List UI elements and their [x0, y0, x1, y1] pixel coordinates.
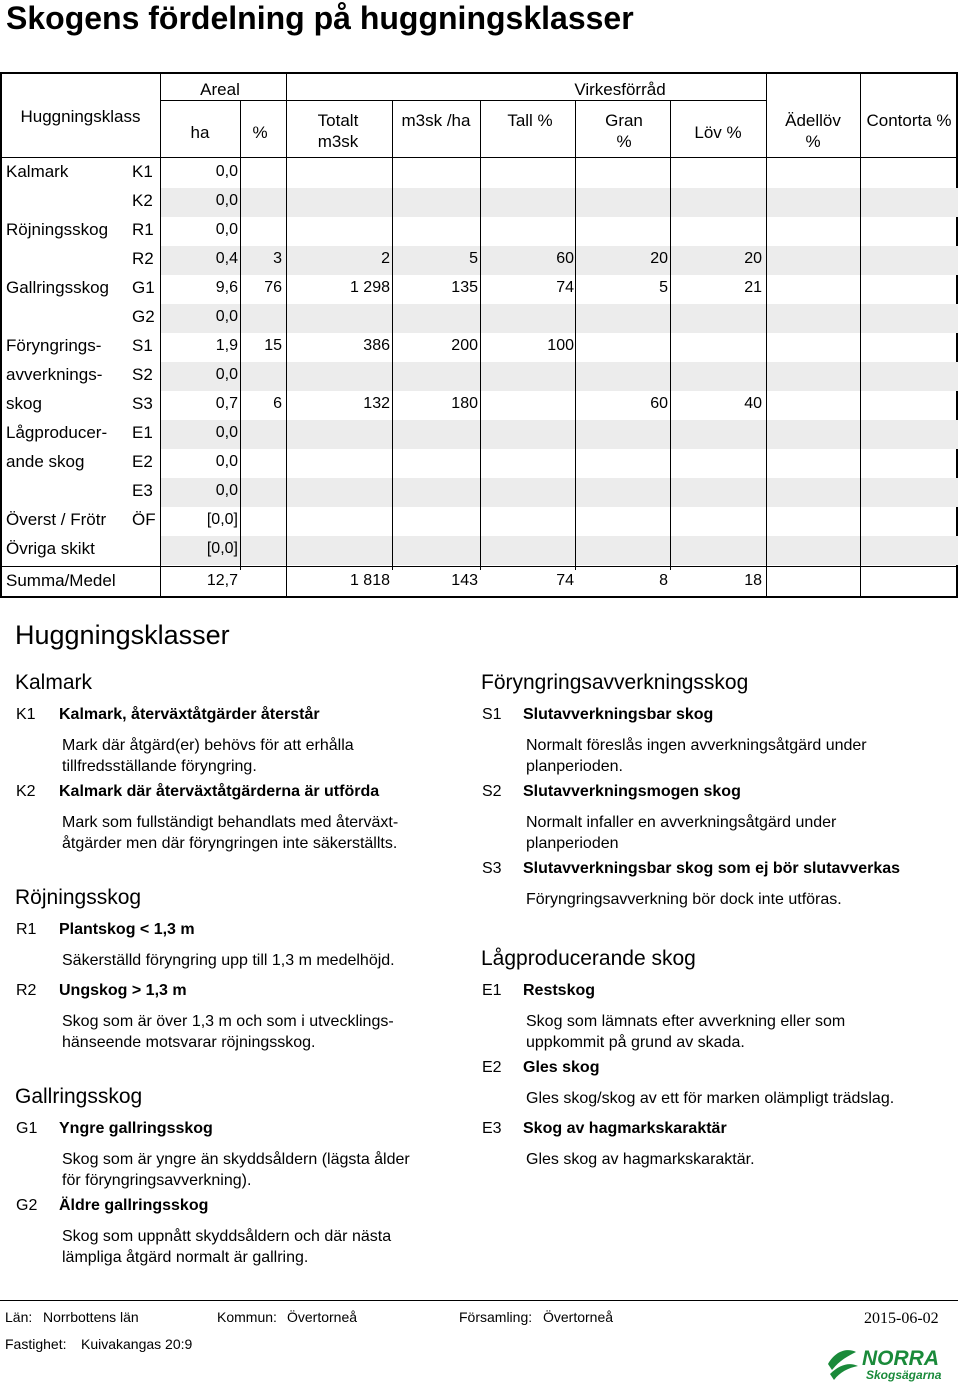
- class-code-cell: E2: [132, 452, 153, 471]
- class-desc: lämpliga åtgärd normalt är gallring.: [62, 1249, 309, 1266]
- header-contorta: Contorta %: [866, 111, 952, 130]
- footer-lan-label: Län:: [5, 1309, 33, 1325]
- class-desc: Mark där åtgärd(er) behövs för att erhålla: [62, 737, 354, 754]
- value-cell-totalt: 386: [363, 337, 390, 354]
- header-ha: ha: [190, 123, 210, 142]
- class-code-cell: G1: [132, 278, 155, 297]
- class-desc: Skog som är yngre än skyddsåldern (lägsta ålder: [62, 1151, 410, 1168]
- value-cell-pct: 15: [264, 337, 282, 354]
- row-band: [160, 188, 958, 217]
- value-cell-ha: [0,0]: [206, 540, 238, 557]
- row-divider: [0, 157, 958, 158]
- footer-kommun: Övertorneå: [287, 1309, 358, 1325]
- header-m3sk-ha: m3sk /ha: [401, 111, 471, 130]
- header-gran: Gran %: [605, 111, 643, 151]
- group-label: ande skog: [6, 452, 85, 471]
- class-name: Restskog: [523, 982, 596, 999]
- value-cell-ha: 0,7: [215, 395, 238, 412]
- group-label: Röjningsskog: [6, 220, 109, 239]
- value-cell-totalt: 1 298: [349, 279, 390, 296]
- value-cell-ha: 0,0: [215, 192, 238, 209]
- class-code-cell: G2: [132, 307, 155, 326]
- class-desc: Föryngringsavverkning bör dock inte utföras.: [526, 891, 842, 908]
- column-divider: [766, 72, 767, 598]
- summary-gran: 8: [659, 572, 668, 589]
- class-code: G2: [16, 1197, 38, 1214]
- header-huggningsklass: Huggningsklass: [20, 107, 141, 126]
- class-desc: Normalt infaller en avverkningsåtgärd under: [526, 814, 837, 831]
- class-desc: hänseende motsvarar röjningsskog.: [62, 1034, 316, 1051]
- leaf-icon: [828, 1350, 858, 1380]
- value-cell-gran: 5: [659, 279, 668, 296]
- value-cell-pct: 6: [273, 395, 282, 412]
- class-code-cell: S2: [132, 365, 153, 384]
- class-code: S1: [482, 706, 502, 723]
- value-cell-per-ha: 5: [469, 250, 478, 267]
- summary-ha: 12,7: [206, 572, 238, 589]
- class-desc: Gles skog av hagmarkskaraktär.: [526, 1151, 755, 1168]
- class-code: E1: [482, 982, 502, 999]
- class-name: Äldre gallringsskog: [59, 1197, 209, 1214]
- class-desc: Mark som fullständigt behandlats med återväxt-: [62, 814, 399, 831]
- class-desc: Säkerställd föryngring upp till 1,3 m medelhöjd.: [62, 952, 395, 969]
- group-label: Föryngrings-: [6, 336, 102, 355]
- value-cell-ha: 0,0: [215, 163, 238, 180]
- class-code-cell: ÖF: [132, 510, 156, 529]
- column-divider: [392, 100, 393, 570]
- page-title: Skogens fördelning på huggningsklasser: [6, 0, 634, 36]
- class-name: Slutavverkningsbar skog som ej bör slutavverkas: [523, 860, 901, 877]
- class-desc: uppkommit på grund av skada.: [526, 1034, 745, 1051]
- class-name: Ungskog > 1,3 m: [59, 982, 187, 999]
- class-code-cell: R1: [132, 220, 154, 239]
- class-desc: Normalt föreslås ingen avverkningsåtgärd under: [526, 737, 867, 754]
- class-desc: Gles skog/skog av ett för marken olämpligt trädslag.: [526, 1090, 895, 1107]
- class-desc: tillfredsställande föryngring.: [62, 758, 257, 775]
- row-band: [160, 362, 958, 391]
- class-name: Gles skog: [523, 1059, 600, 1076]
- class-name: Skog av hagmarkskaraktär: [523, 1120, 727, 1137]
- class-name: Yngre gallringsskog: [59, 1120, 213, 1137]
- value-cell-gran: 60: [650, 395, 668, 412]
- row-band: [160, 420, 958, 449]
- value-cell-ha: 0,0: [215, 453, 238, 470]
- header-tall: Tall %: [507, 111, 553, 130]
- footer-fastighet: Kuivakangas 20:9: [81, 1336, 193, 1352]
- value-cell-ha: 9,6: [215, 279, 238, 296]
- row-divider: [0, 566, 958, 567]
- value-cell-lov: 40: [744, 395, 762, 412]
- class-desc: åtgärder men där föryngringen inte säkerställts.: [62, 835, 398, 852]
- value-cell-ha: 0,0: [215, 221, 238, 238]
- class-desc: för föryngringsavverkning).: [62, 1172, 252, 1189]
- class-desc: planperioden.: [526, 758, 623, 775]
- class-code: R1: [16, 921, 37, 938]
- group-label: Lågproducer-: [6, 423, 108, 442]
- value-cell-per-ha: 200: [451, 337, 478, 354]
- column-divider: [286, 72, 287, 598]
- column-divider: [575, 100, 576, 570]
- group-label: Övriga skikt: [6, 539, 95, 558]
- value-cell-ha: 0,0: [215, 482, 238, 499]
- footer-divider: [0, 1300, 958, 1301]
- class-code-cell: S3: [132, 394, 153, 413]
- class-code: E2: [482, 1059, 502, 1076]
- footer-forsamling: Övertorneå: [543, 1309, 614, 1325]
- value-cell-pct: 76: [264, 279, 282, 296]
- value-cell-ha: 0,0: [215, 366, 238, 383]
- class-name: Kalmark där återväxtåtgärderna är utförda: [59, 783, 380, 800]
- row-divider: [160, 100, 286, 101]
- value-cell-lov: 21: [744, 279, 762, 296]
- summary-totalt: 1 818: [349, 572, 390, 589]
- section-title: Röjningsskog: [15, 886, 142, 909]
- row-band: [160, 478, 958, 507]
- class-code: K2: [16, 783, 36, 800]
- value-cell-ha: [0,0]: [206, 511, 238, 528]
- value-cell-totalt: 2: [381, 250, 390, 267]
- class-code-cell: E3: [132, 481, 153, 500]
- row-divider: [286, 100, 766, 101]
- logo-subtitle: Skogsägarna: [866, 1368, 942, 1382]
- value-cell-ha: 0,0: [215, 308, 238, 325]
- class-code-cell: E1: [132, 423, 153, 442]
- value-cell-tall: 60: [556, 250, 574, 267]
- header-adellov: Ädellöv %: [785, 111, 841, 151]
- section-title: Lågproducerande skog: [481, 947, 696, 970]
- legend-heading: Huggningsklasser: [15, 620, 230, 650]
- column-divider: [480, 100, 481, 570]
- group-label: Kalmark: [6, 162, 69, 181]
- value-cell-per-ha: 180: [451, 395, 478, 412]
- footer-fastighet-label: Fastighet:: [5, 1336, 67, 1352]
- header-pct: %: [252, 123, 268, 142]
- column-divider: [860, 72, 861, 598]
- section-title: Gallringsskog: [15, 1085, 143, 1108]
- group-label: Överst / Frötr: [6, 510, 107, 529]
- section-title: Föryngringsavverkningsskog: [481, 671, 749, 694]
- footer-kommun-label: Kommun:: [217, 1309, 277, 1325]
- class-desc: Skog som är över 1,3 m och som i utvecklings-: [62, 1013, 394, 1030]
- class-desc: planperioden: [526, 835, 619, 852]
- summary-per-ha: 143: [451, 572, 478, 589]
- row-band: [160, 304, 958, 333]
- summary-tall: 74: [556, 572, 574, 589]
- header-lov: Löv %: [694, 123, 742, 142]
- footer-date: 2015-06-02: [864, 1310, 939, 1327]
- summary-label: Summa/Medel: [6, 571, 116, 590]
- row-band: [160, 536, 958, 565]
- header-areal: Areal: [200, 80, 240, 99]
- group-label: avverknings-: [6, 365, 103, 384]
- value-cell-tall: 100: [547, 337, 574, 354]
- summary-lov: 18: [744, 572, 762, 589]
- value-cell-gran: 20: [650, 250, 668, 267]
- class-code-cell: S1: [132, 336, 153, 355]
- column-divider: [240, 100, 241, 570]
- class-code: S3: [482, 860, 502, 877]
- header-virkesforrad: Virkesförråd: [574, 80, 666, 99]
- class-code: S2: [482, 783, 502, 800]
- column-divider: [670, 100, 671, 570]
- value-cell-ha: 1,9: [215, 337, 238, 354]
- group-label: skog: [6, 394, 42, 413]
- class-code: R2: [16, 982, 37, 999]
- logo-wordmark: NORRA: [862, 1347, 939, 1370]
- class-code-cell: K1: [132, 162, 153, 181]
- class-name: Slutavverkningsmogen skog: [523, 783, 741, 800]
- value-cell-lov: 20: [744, 250, 762, 267]
- value-cell-pct: 3: [273, 250, 282, 267]
- class-code: G1: [16, 1120, 38, 1137]
- value-cell-per-ha: 135: [451, 279, 478, 296]
- class-code: K1: [16, 706, 36, 723]
- section-title: Kalmark: [15, 671, 93, 694]
- value-cell-tall: 74: [556, 279, 574, 296]
- class-code-cell: R2: [132, 249, 154, 268]
- group-label: Gallringsskog: [6, 278, 109, 297]
- value-cell-ha: 0,0: [215, 424, 238, 441]
- class-name: Slutavverkningsbar skog: [523, 706, 714, 723]
- header-totalt: Totalt m3sk: [317, 111, 359, 151]
- footer-forsamling-label: Församling:: [459, 1309, 533, 1325]
- class-code: E3: [482, 1120, 502, 1137]
- class-name: Kalmark, återväxtåtgärder återstår: [59, 706, 320, 723]
- footer-lan: Norrbottens län: [43, 1309, 139, 1325]
- class-desc: Skog som lämnats efter avverkning eller som: [526, 1013, 846, 1030]
- class-code-cell: K2: [132, 191, 153, 210]
- class-desc: Skog som uppnått skyddsåldern och där nästa: [62, 1228, 392, 1245]
- class-name: Plantskog < 1,3 m: [59, 921, 195, 938]
- value-cell-ha: 0,4: [215, 250, 238, 267]
- norra-skogsagarna-logo: [826, 1346, 952, 1382]
- value-cell-totalt: 132: [363, 395, 390, 412]
